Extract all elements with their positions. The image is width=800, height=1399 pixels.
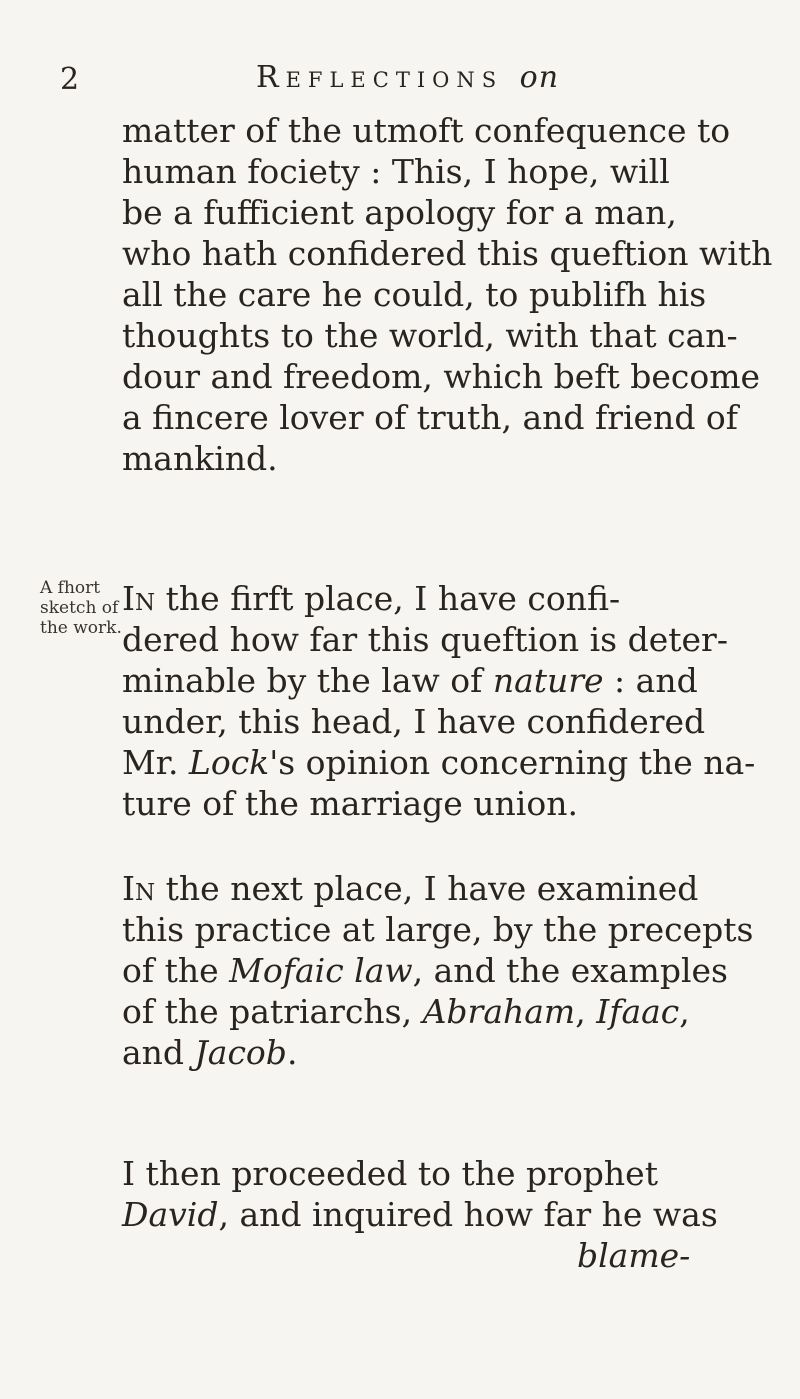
paragraph-lead: In bbox=[122, 579, 156, 618]
text-run: , bbox=[575, 992, 597, 1031]
text-line: ture of the marriage union. bbox=[122, 784, 578, 823]
text-line: human fociety : This, I hope, will bbox=[122, 152, 670, 191]
text-run: the firft place, I have confi- bbox=[155, 579, 621, 618]
text-line: a fincere lover of truth, and friend of bbox=[122, 398, 739, 437]
catchword-line bbox=[122, 1235, 782, 1276]
text-line: be a fufficient apology for a man, bbox=[122, 193, 677, 232]
catchword: blame- bbox=[577, 1236, 691, 1275]
italic-term: Jacob bbox=[194, 1033, 287, 1072]
text-run: of the patriarchs, bbox=[122, 992, 423, 1031]
text-line: who hath confidered this queftion with bbox=[122, 234, 773, 273]
italic-term: nature bbox=[492, 661, 604, 700]
marginal-note bbox=[40, 578, 125, 638]
paragraph-3 bbox=[122, 868, 782, 1073]
marginal-note-line: the work. bbox=[40, 618, 122, 638]
page-number: 2 bbox=[60, 62, 81, 97]
running-head-on: on bbox=[519, 60, 560, 95]
italic-term: Mofaic law bbox=[229, 951, 413, 990]
italic-term: Ifaac bbox=[596, 992, 680, 1031]
text-run: , and inquired how far he was bbox=[218, 1195, 718, 1234]
text-line: this practice at large, by the precepts bbox=[122, 910, 754, 949]
text-line: thoughts to the world, with that can- bbox=[122, 316, 738, 355]
text-run: : and bbox=[603, 661, 698, 700]
text-line: mankind. bbox=[122, 439, 278, 478]
italic-term: Abraham bbox=[422, 992, 576, 1031]
paragraph-lead: In bbox=[122, 869, 156, 908]
text-run: and bbox=[122, 1033, 195, 1072]
text-run: 's opinion concerning the na- bbox=[269, 743, 756, 782]
text-run: the next place, I have examined bbox=[155, 869, 699, 908]
text-line: under, this head, I have confidered bbox=[122, 702, 706, 741]
running-head bbox=[256, 60, 559, 95]
paragraph-1 bbox=[122, 110, 782, 479]
italic-term: Lock bbox=[188, 743, 270, 782]
text-run: of the bbox=[122, 951, 230, 990]
text-line bbox=[122, 868, 782, 909]
text-run: , and the examples bbox=[412, 951, 728, 990]
text-line: all the care he could, to publifh his bbox=[122, 275, 707, 314]
text-line bbox=[122, 1194, 782, 1235]
marginal-note-line: sketch of bbox=[40, 598, 119, 618]
text-line: I then proceeded to the prophet bbox=[122, 1154, 658, 1193]
text-line bbox=[122, 1032, 782, 1073]
text-run: Mr. bbox=[122, 743, 189, 782]
text-line bbox=[122, 578, 782, 619]
text-run: minable by the law of bbox=[122, 661, 493, 700]
paragraph-2 bbox=[122, 578, 782, 824]
text-line bbox=[122, 742, 782, 783]
italic-term: David bbox=[122, 1195, 219, 1234]
text-line: dour and freedom, which beft become bbox=[122, 357, 761, 396]
text-line: matter of the utmoft confequence to bbox=[122, 111, 731, 150]
text-line: dered how far this queftion is deter- bbox=[122, 620, 728, 659]
text-line bbox=[122, 660, 782, 701]
paragraph-4 bbox=[122, 1153, 782, 1276]
text-line bbox=[122, 950, 782, 991]
running-head-title: Reflections bbox=[256, 60, 504, 95]
text-run: , bbox=[679, 992, 690, 1031]
text-line bbox=[122, 991, 782, 1032]
marginal-note-line: A fhort bbox=[40, 578, 101, 598]
text-run: . bbox=[286, 1033, 298, 1072]
